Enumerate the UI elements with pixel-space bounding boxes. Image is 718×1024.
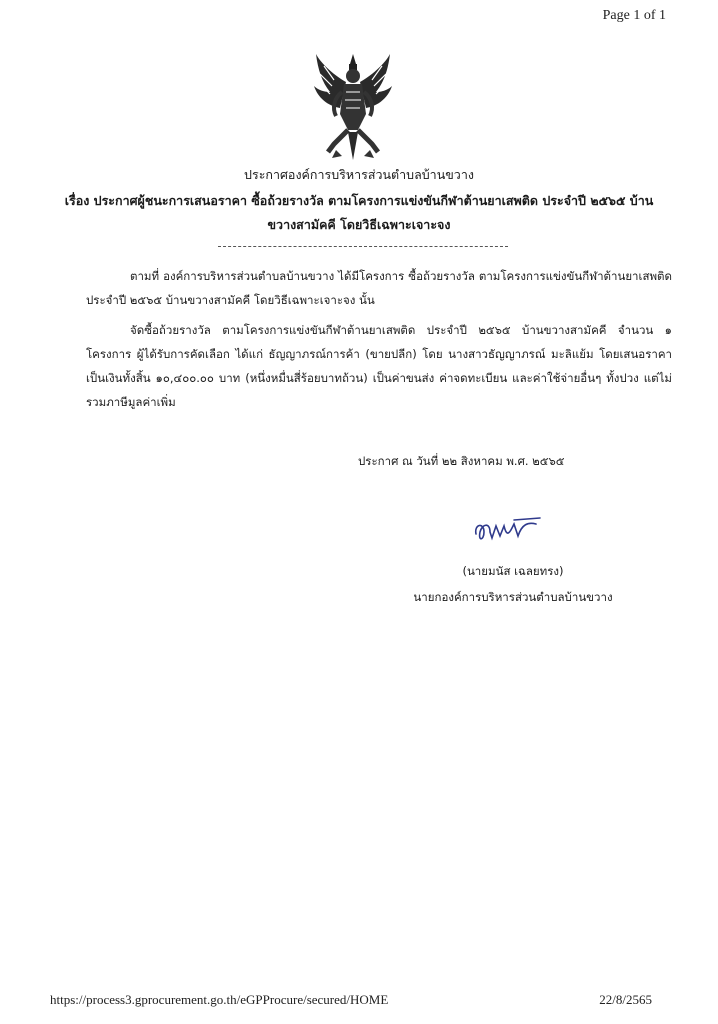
dashed-divider [218, 246, 508, 247]
signer-title: นายกองค์การบริหารส่วนตำบลบ้านขวาง [413, 590, 613, 604]
page-number: Page 1 of 1 [602, 8, 666, 23]
handwritten-signature [470, 514, 542, 548]
organization-heading: ประกาศองค์การบริหารส่วนตำบลบ้านขวาง [244, 167, 474, 182]
subject-line-1: เรื่อง ประกาศผู้ชนะการเสนอราคา ซื้อถ้วยรางวัล ตามโครงการแข่งขันกีฬาต้านยาเสพติด ประจำปี ๒๕๖๕ บ้าน [64, 193, 654, 208]
announcement-date: ประกาศ ณ วันที่ ๒๒ สิงหาคม พ.ศ. ๒๕๖๕ [358, 454, 565, 468]
subject-line-2: ขวางสามัคคี โดยวิธีเฉพาะเจาะจง [267, 217, 451, 232]
footer-date: 22/8/2565 [599, 992, 652, 1007]
body-paragraph-2: จัดซื้อถ้วยรางวัล ตามโครงการแข่งขันกีฬาต้านยาเสพติด ประจำปี ๒๕๖๕ บ้านขวางสามัคคี จำนวน ๑ โครงการ ผู้ได้รับการคัดเลือก ได้แก่ ธัญญาภรณ์การค้า (ขายปลีก) โดย นางสาวธัญญาภรณ์ มะลิแย้ม โดยเสนอราคาเป็นเงินทั้งสิ้น ๑๐,๔๐๐.๐๐ บาท (หนึ่งหมื่นสี่ร้อยบาทถ้วน) เป็นค่าขนส่ง ค่าจดทะเบียน และค่าใช้จ่ายอื่นๆ ทั้งปวง แต่ไม่รวมภาษีมูลค่าเพิ่ม [86, 323, 672, 409]
garuda-emblem-icon [312, 52, 394, 164]
footer-url: https://process3.gprocurement.go.th/eGPProcure/secured/HOME [50, 992, 389, 1007]
body-paragraph-1: ตามที่ องค์การบริหารส่วนตำบลบ้านขวาง ได้มีโครงการ ซื้อถ้วยรางวัล ตามโครงการแข่งขันกีฬาต้านยาเสพติด ประจำปี ๒๕๖๕ บ้านขวางสามัคคี โดยวิธีเฉพาะเจาะจง นั้น [86, 269, 672, 307]
signer-name: (นายมนัส เฉลยทรง) [462, 564, 564, 578]
